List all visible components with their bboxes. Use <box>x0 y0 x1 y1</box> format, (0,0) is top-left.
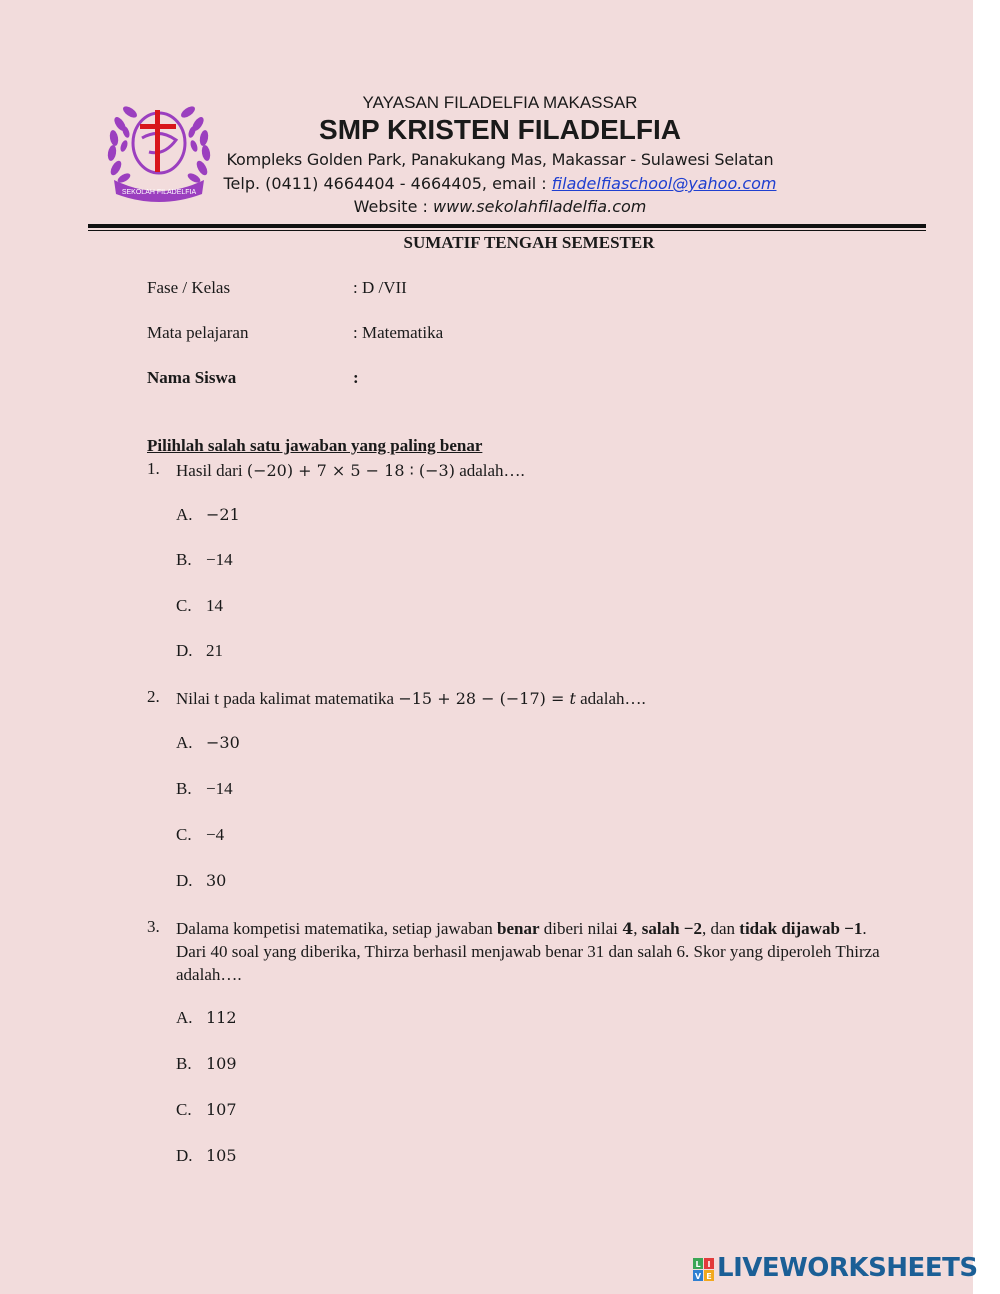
question-text-part: Hasil dari <box>176 461 247 480</box>
svg-text:E: E <box>706 1272 712 1281</box>
answer-option[interactable] <box>176 550 233 570</box>
answer-option[interactable] <box>176 871 226 891</box>
foundation-name: YAYASAN FILADELFIA MAKASSAR <box>362 93 638 112</box>
option-letter: D. <box>176 641 193 660</box>
answer-option[interactable] <box>176 505 240 525</box>
question-text <box>176 917 896 986</box>
question-number: 1. <box>147 459 160 478</box>
option-letter: C. <box>176 825 192 844</box>
school-name: SMP KRISTEN FILADELFIA <box>319 114 681 145</box>
website-label: Website : <box>353 197 433 216</box>
question-text <box>176 687 896 710</box>
header-divider-thin <box>88 230 926 231</box>
option-letter: C. <box>176 1100 192 1119</box>
question-number: 2. <box>147 687 160 706</box>
answer-option[interactable] <box>176 1008 237 1028</box>
option-value: 14 <box>206 596 223 615</box>
email-link[interactable]: filadelfiaschool@yahoo.com <box>551 174 777 193</box>
option-letter: A. <box>176 733 193 752</box>
question-text-part: Dalama kompetisi matematika, setiap jawaban <box>176 919 497 938</box>
question-math: 4 <box>622 919 634 938</box>
option-letter: D. <box>176 871 193 890</box>
option-value: 30 <box>206 871 227 890</box>
question-text-bold: tidak dijawab −1 <box>739 919 863 938</box>
option-value: −30 <box>206 733 240 752</box>
question-text <box>176 459 896 482</box>
option-value: −14 <box>206 550 233 569</box>
option-letter: D. <box>176 1146 193 1165</box>
svg-text:SEKOLAH FILADELFIA: SEKOLAH FILADELFIA <box>121 189 197 196</box>
school-address: Kompleks Golden Park, Panakukang Mas, Makassar - Sulawesi Selatan <box>226 150 774 169</box>
question-number: 3. <box>147 917 160 936</box>
answer-option[interactable] <box>176 733 240 753</box>
website-url: www.sekolahfiladelfia.com <box>432 197 647 216</box>
answer-option[interactable] <box>176 1100 237 1120</box>
option-letter: C. <box>176 596 192 615</box>
answer-option[interactable] <box>176 779 233 799</box>
question-text-part: adalah…. <box>454 461 525 480</box>
question-text-bold: benar <box>497 919 540 938</box>
option-value: −4 <box>206 825 225 844</box>
question-text-part: adalah…. <box>575 689 646 708</box>
field-label-nama: Nama Siswa <box>147 368 237 387</box>
option-value: 112 <box>206 1008 237 1027</box>
answer-option[interactable] <box>176 1054 237 1074</box>
school-website <box>0 197 1000 216</box>
option-value: 21 <box>206 641 223 660</box>
option-value: −21 <box>206 505 240 524</box>
instruction-heading: Pilihlah salah satu jawaban yang paling benar <box>147 436 483 455</box>
liveworksheets-badge-icon <box>693 1258 715 1282</box>
question-text-part: . Dari 40 soal yang diberika, Thirza berhasil menjawab benar 31 dan salah 6. Skor yang diperoleh Thirza adalah…. <box>176 919 880 984</box>
question-text-part: , dan <box>702 919 740 938</box>
option-letter: B. <box>176 550 192 569</box>
option-letter: B. <box>176 779 192 798</box>
svg-text:I: I <box>707 1260 711 1269</box>
field-label-mapel: Mata pelajaran <box>147 323 249 342</box>
field-value-kelas: : D /VII <box>353 278 407 297</box>
answer-option[interactable] <box>176 596 223 616</box>
school-contact <box>0 174 1000 193</box>
field-value-mapel: : Matematika <box>353 323 444 342</box>
field-label-kelas: Fase / Kelas <box>147 278 231 297</box>
phone-text: Telp. (0411) 4664404 - 4664405, email : <box>223 174 552 193</box>
option-value: 109 <box>206 1054 237 1073</box>
option-letter: A. <box>176 1008 193 1027</box>
answer-option[interactable] <box>176 1146 237 1166</box>
liveworksheets-watermark <box>693 1253 993 1285</box>
header-divider-thick <box>88 224 926 228</box>
liveworksheets-logo-text: LIVEWORKSHEETS <box>717 1253 978 1283</box>
question-text-part: diberi nilai <box>539 919 623 938</box>
option-value: 105 <box>206 1146 237 1165</box>
option-letter: B. <box>176 1054 192 1073</box>
question-text-part: Nilai t pada kalimat matematika <box>176 689 399 708</box>
answer-option[interactable] <box>176 825 224 845</box>
field-value-nama: : <box>353 368 359 387</box>
document-title: SUMATIF TENGAH SEMESTER <box>403 233 655 252</box>
option-letter: A. <box>176 505 193 524</box>
answer-option[interactable] <box>176 641 223 661</box>
question-math: −15 + 28 − (−17) = 𝑡 <box>398 689 576 708</box>
svg-text:V: V <box>694 1272 702 1281</box>
option-value: 107 <box>206 1100 237 1119</box>
question-math: (−20) + 7 × 5 − 18 ∶ (−3) <box>246 461 455 480</box>
svg-text:L: L <box>695 1260 701 1269</box>
question-text-part: , <box>633 919 642 938</box>
question-text-bold: salah −2 <box>641 919 702 938</box>
option-value: −14 <box>206 779 233 798</box>
